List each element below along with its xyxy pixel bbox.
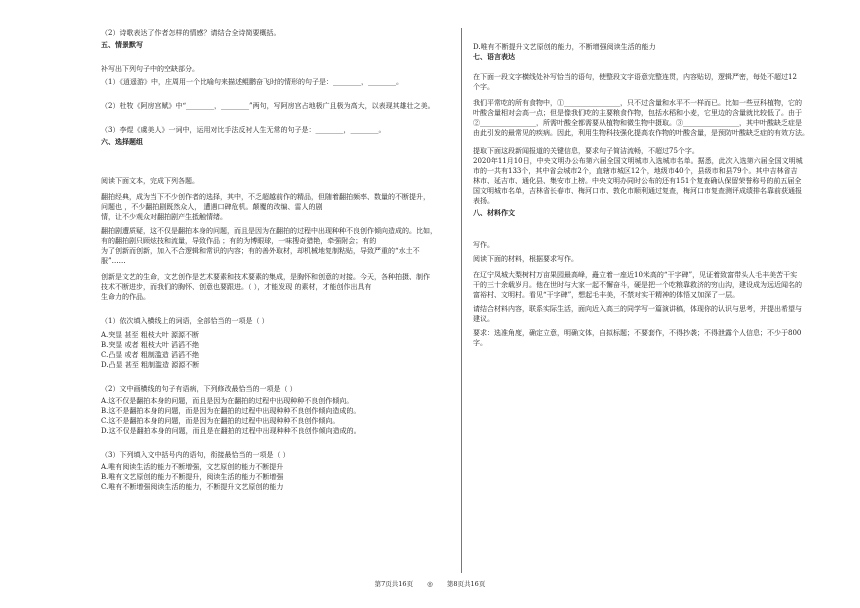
passage-line: 在辽宁凤城大梨树村万亩果园最高峰，矗立着一座近10米高的“干字碑”，见证着致富带头人毛丰美苦干实 <box>473 271 798 279</box>
task-paragraph <box>473 304 803 324</box>
passage-paragraph <box>101 192 471 222</box>
passage-line: 服”…… <box>101 257 126 265</box>
page-number-right: 第8页共16页 <box>446 580 486 588</box>
passage-line: 市的一共有133个，其中省会城市2个，直辖市城区12个，地级市40个，县级市和县79个。其中吉林省吉 <box>473 167 798 175</box>
option-item: D.凸显 甚至 粗制滥造 源源不断 <box>101 361 200 369</box>
passage-line: 情，让不少观众对翻拍剧产生抵触情绪。 <box>101 213 227 221</box>
passage-line: 问题也 ，不少翻拍剧既然众人， 遭遇口碑危机。颠覆的改编、雷人的剧 <box>101 203 323 211</box>
passage-line: 林市、延吉市、通化县、集安市上榜。中央文明办同时公布的还有151个复查确认保留荣誉称号的前五届全 <box>473 177 802 185</box>
question-text: （1）《逍遥游》中，庄周用一个比喻句来描述鲲鹏奋飞时的情形的句子是：________，________。 <box>101 78 403 86</box>
passage-line: 为了创新而创新，加入不合逻辑和常识的内容；有的善外取材，却机械地复制粘贴，导致严重的“水土不 <box>101 247 420 255</box>
passage-line: 国文明城市名单，吉林省长春市、梅河口市、敦化市顺利通过复查，梅河口市复查测评成绩排名靠前获通报 <box>473 187 802 195</box>
option-item: A.突显 甚至 粗枝大叶 源源不断 <box>101 331 199 339</box>
passage-line: ②________________，所需叶酸全都需要从植物和微生物中摄取。③________________，其中叶酸缺乏症是 <box>473 119 802 127</box>
question-stem: （2）文中画横线的句子有语病，下列修改最恰当的一项是（ ） <box>101 385 297 393</box>
question-stem: （3）下列填入文中括号内的语句，衔接最恰当的一项是（ ） <box>101 451 290 459</box>
requirements-paragraph <box>473 328 803 348</box>
intro-line: 个字。 <box>473 83 494 91</box>
option-list <box>101 396 471 436</box>
question-stem: 写作。 <box>473 241 494 249</box>
passage-line: 有的翻拍剧只顾炫技和流量，导致作品 ；有的为博眼球，一味搜奇猎艳，牵强附会；有的 <box>101 237 377 245</box>
passage-line: 要求：选准角度，确定立意，明确文体，自拟标题；不要套作，不得抄袭；不得泄露个人信息；不少于800 <box>473 329 802 337</box>
option-item: D.唯有不断提升文艺原创的能力，不断增强阅读生活的能力 <box>473 43 656 51</box>
passage-line: 建议。 <box>473 315 494 323</box>
right-column <box>473 20 809 348</box>
passage-line: 由此引发的最常见的疾病。因此，利用生物科技强化提高农作物的叶酸含量，是预防叶酸缺乏症的有效方法。 <box>473 129 809 137</box>
option-item: A.这不仅是翻拍本身的问题，而且是因为在翻拍的过程中出现种种不良创作倾向。 <box>101 397 354 405</box>
passage-line: 字。 <box>473 339 487 347</box>
passage-line: 我们平常吃的所有食物中，①________________，只不过含量和水平不一样而已。比如一些豆科植物，它的 <box>473 99 802 107</box>
section-heading: 五、情景默写 <box>101 41 143 49</box>
question-text: （2）诗歌表达了作者怎样的情感？请结合全诗简要概括。 <box>101 29 281 37</box>
option-item: B.这不是翻拍本身的问题，而是因为在翻拍的过程中出现种种不良创作倾向造成的。 <box>101 407 361 415</box>
passage-line: 干的三十余载岁月。他在世时与大家一起不懈奋斗，硬是把一个吃粮靠救济的穷山沟，建设成为远近闻名的 <box>473 281 802 289</box>
option-item: B.唯有文艺原创的能力不断提升，阅读生活的能力不断增强 <box>101 473 284 481</box>
question-stem: 阅读下面的材料，根据要求写作。 <box>473 255 578 263</box>
option-item: C.凸显 或者 粗制滥造 滔滔不绝 <box>101 351 200 359</box>
material-paragraph <box>473 270 803 300</box>
question-stem: （1）依次填入横线上的词语，全部恰当的一项是（ ） <box>101 317 269 325</box>
question-text: （2）杜牧《阿房宫赋》中“________，________”两句，写阿房宫占地极广且极为高大，以表现其雄壮之美。 <box>101 102 435 110</box>
page-number-left: 第7页共16页 <box>374 580 414 588</box>
intro-line: 在下面一段文字横线处补写恰当的语句，使整段文字语意完整连贯，内容贴切，逻辑严密，每处不超过12 <box>473 73 797 81</box>
passage-line: 翻拍经典，成为当下不少创作者的选择，其中，不乏超越前作的精品，但随着翻拍频率、数量的不断提升， <box>101 193 430 201</box>
option-item: A.唯有阅读生活的能力不断增强，文艺原创的能力不断提升 <box>101 463 284 471</box>
section-heading: 六、选择题组 <box>101 138 143 146</box>
passage-line: 请结合材料内容，联系实际生活，面向近入高三的同学写一篇演讲稿，体现你的认识与思考，并提出希望与 <box>473 305 802 313</box>
section-heading: 八、材料作文 <box>473 209 515 217</box>
section-intro <box>473 72 803 92</box>
option-item: C.这不是翻拍本身的问题，而是因为在翻拍的过程中出现种种不良创作倾向。 <box>101 417 340 425</box>
section-intro: 阅读下面文本，完成下列各题。 <box>101 177 199 185</box>
option-item: C.唯有不断增强阅读生活的能力，不断提升文艺原创的能力 <box>101 483 284 491</box>
option-list <box>101 462 471 492</box>
left-column <box>101 20 471 492</box>
passage-line: 富裕村、文明村。看见“干字碑”，想起毛丰美，不禁对实干精神的体悟又加深了一层。 <box>473 291 740 299</box>
passage-line: 2020年11月10日，中央文明办公布第六届全国文明城市入选城市名单。据悉，此次入选第六届全国文明城 <box>473 157 803 165</box>
passage-paragraph <box>101 226 471 266</box>
passage-paragraph <box>101 272 471 302</box>
question-stem: 提取下面这段新闻报道的关键信息，要求句子简洁流畅，不超过75个字。 <box>473 147 699 155</box>
passage-line: 翻拍剧遭质疑，这不仅是翻拍本身的问题，而且是因为在翻拍的过程中出现种种不良创作倾向造成的。比如， <box>101 227 437 235</box>
passage-line: 表扬。 <box>473 197 494 205</box>
option-item: D.这不仅是翻拍本身的问题，而且是在翻拍的过程中出现种种不良创作倾向造成的。 <box>101 427 361 435</box>
passage-line: 技术不断进步，而我们的胸怀、创意也要跟进。（ ），才能发现 的素材，才能创作出具有 <box>101 283 372 291</box>
passage-line: 生命力的作品。 <box>101 293 150 301</box>
passage-line: 创新是文艺的生命，文艺创作是艺术要素和技术要素的集成，是胸怀和创意的对接。今天，各种拍摄、制作 <box>101 273 430 281</box>
option-item: B.突显 或者 粗枝大叶 滔滔不绝 <box>101 341 200 349</box>
news-paragraph <box>473 156 803 206</box>
question-text: （3）李煜《虞美人》一词中，运用对比手法反衬人生无常的句子是：________，________。 <box>101 126 386 134</box>
passage-paragraph <box>473 98 809 138</box>
circle-separator-icon: ◎ <box>427 580 433 588</box>
passage-line: 叶酸含量相对会高一点；但是像我们吃的主要粮食作物，包括水稻和小麦，它里边的含量就比较低了。由于 <box>473 109 802 117</box>
page-footer <box>0 579 860 589</box>
option-list <box>101 330 471 370</box>
section-heading: 七、语言表达 <box>473 53 515 61</box>
section-intro: 补写出下列句子中的空缺部分。 <box>101 65 199 73</box>
